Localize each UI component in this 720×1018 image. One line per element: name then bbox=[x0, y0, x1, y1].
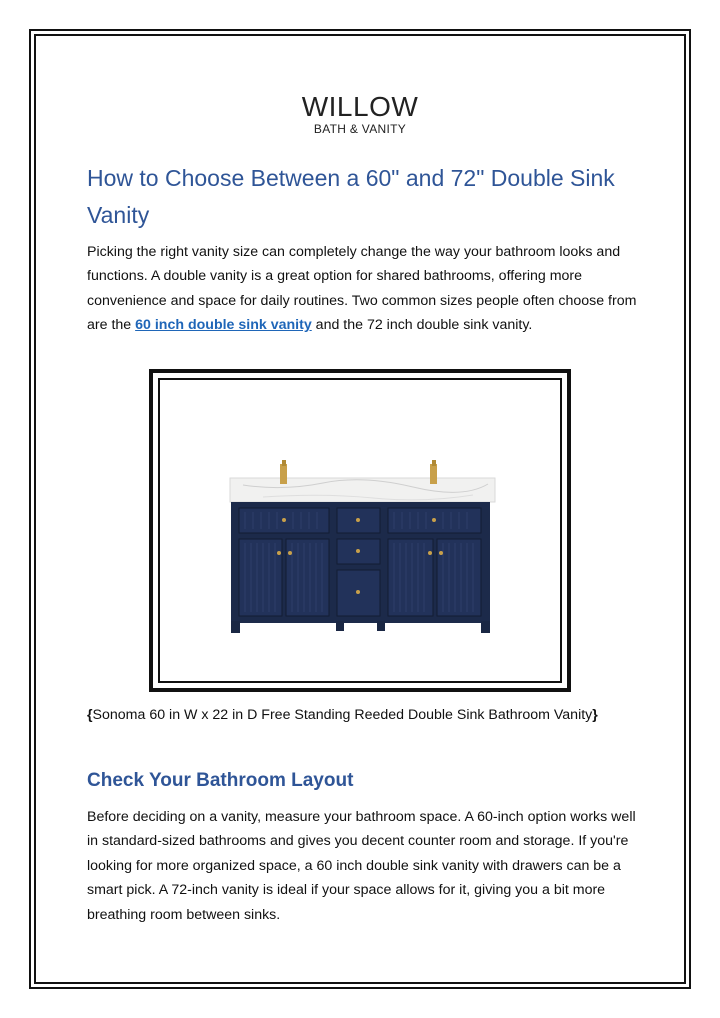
image-caption bbox=[87, 704, 598, 726]
intro-paragraph bbox=[87, 240, 647, 338]
intro-text-before-link: Picking the right vanity size can completely change the way your bathroom looks and functions. A double vanity is a great option for shared bathrooms, offering more convenience and space for daily routines. Two common sizes people often choose from are the bbox=[87, 244, 637, 334]
section-paragraph: Before deciding on a vanity, measure your bathroom space. A 60-inch option works well in standard-sized bathrooms and gives you decent counter room and storage. If you're looking for more organized space, a 60 inch double sink vanity with drawers can be a smart pick. A 72-inch vanity is ideal if your space allows for it, giving you a bit more breathing room between sinks. bbox=[87, 809, 636, 923]
left-faucet-icon bbox=[280, 460, 287, 484]
right-faucet-icon bbox=[430, 460, 437, 484]
product-image bbox=[149, 369, 571, 692]
brand-logo[interactable] bbox=[0, 92, 720, 136]
caption-open-brace: { bbox=[87, 707, 93, 723]
section-heading: Check Your Bathroom Layout bbox=[87, 770, 354, 791]
double-sink-vanity-link[interactable]: 60 inch double sink vanity bbox=[135, 317, 312, 334]
logo-tagline: BATH & VANITY bbox=[313, 122, 407, 136]
caption-text: Sonoma 60 in W x 22 in D Free Standing Reeded Double Sink Bathroom Vanity bbox=[92, 707, 593, 723]
caption-close-brace: } bbox=[592, 707, 598, 723]
logo-wordmark: WILLOW bbox=[301, 91, 419, 122]
marble-countertop bbox=[230, 478, 495, 502]
article-title: How to Choose Between a 60" and 72" Double Sink Vanity bbox=[87, 165, 615, 228]
vanity-illustration bbox=[153, 373, 567, 688]
intro-text-after-link: and the 72 inch double sink vanity. bbox=[311, 317, 533, 334]
